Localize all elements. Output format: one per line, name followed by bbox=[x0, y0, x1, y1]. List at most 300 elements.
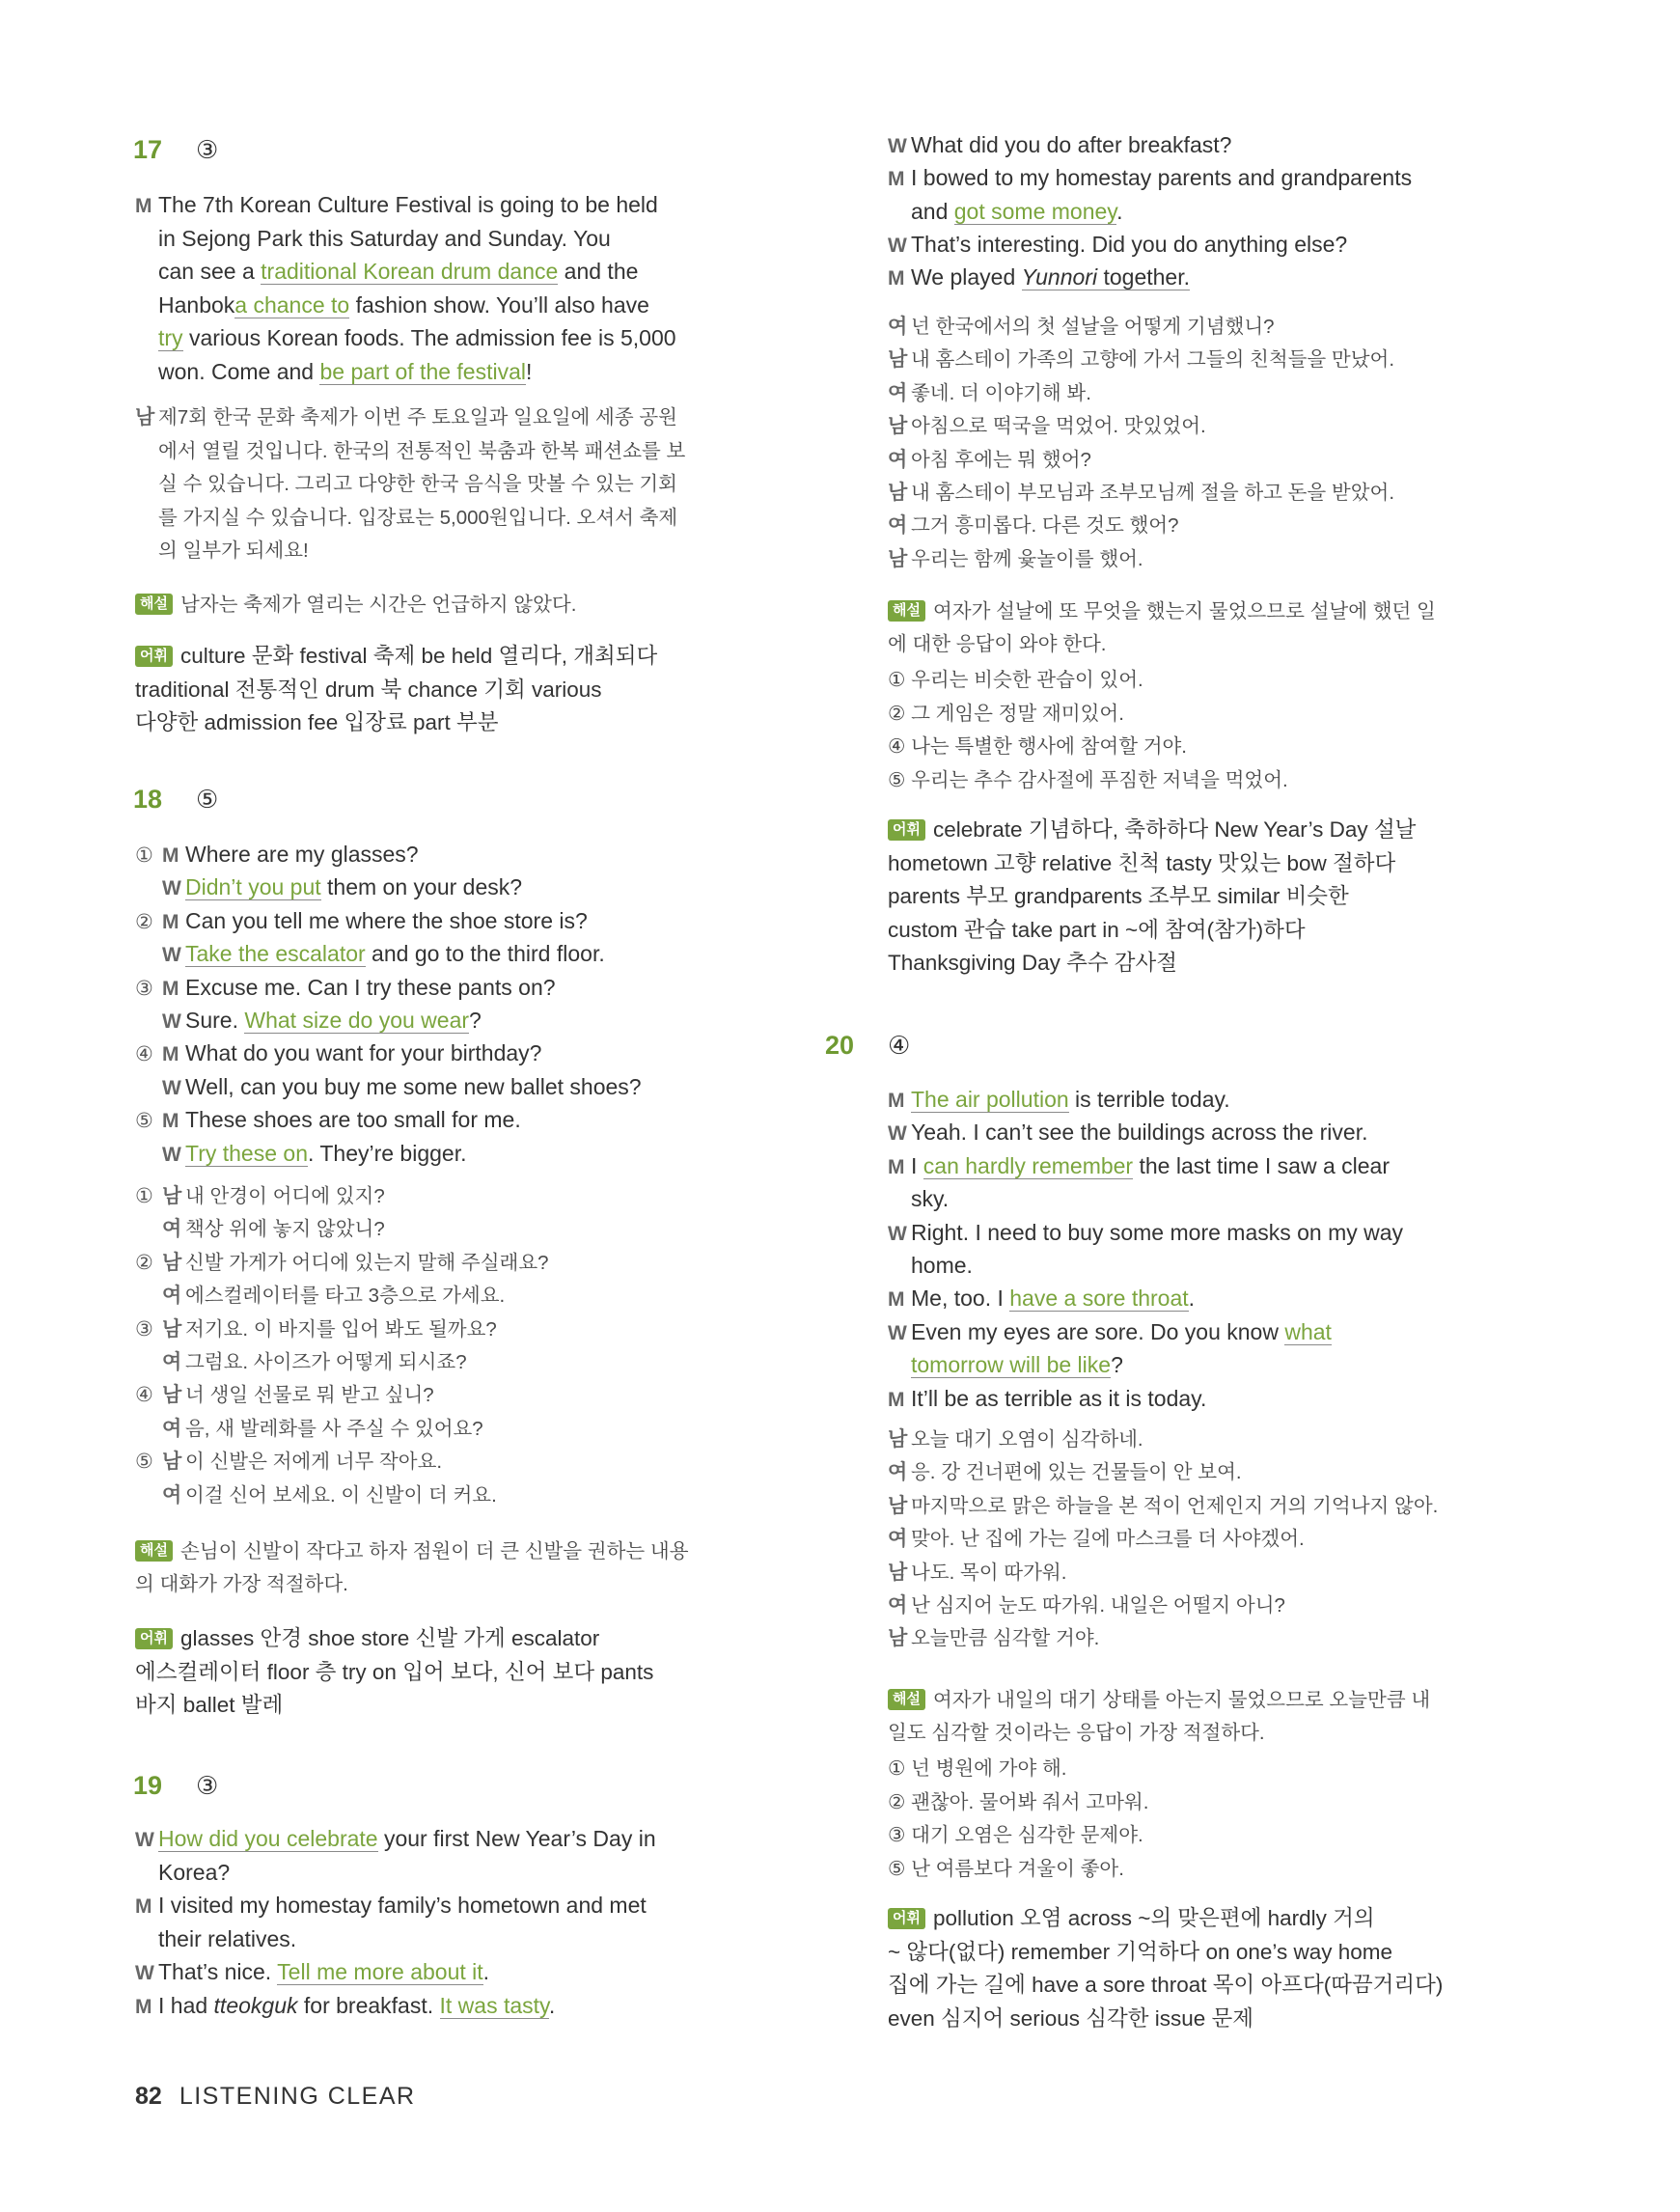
blank-answer: Tell me more about it bbox=[277, 1959, 483, 1984]
option-text: ⑤ 우리는 추수 감사절에 푸짐한 저녁을 먹었어. bbox=[888, 768, 1288, 791]
line-text: . bbox=[548, 1992, 556, 2018]
line-text: 아침 후에는 뭐 했어? bbox=[911, 448, 1091, 471]
vocabulary-text: 다양한 admission fee 입장료 part 부분 bbox=[135, 710, 499, 734]
explanation bbox=[135, 589, 576, 622]
line-text: Yeah. I can’t see the buildings across the river. bbox=[911, 1120, 1368, 1146]
speaker-label: 남 bbox=[888, 415, 908, 438]
translation-line bbox=[135, 1213, 385, 1246]
option bbox=[888, 1819, 1143, 1852]
speaker-label: M bbox=[135, 1995, 152, 2018]
speaker-label: W bbox=[162, 1010, 181, 1033]
option-text: ⑤ 난 여름보다 겨울이 좋아. bbox=[888, 1857, 1124, 1880]
explanation-text: 손님이 신발이 작다고 하자 점원이 더 큰 신발을 권하는 내용 bbox=[179, 1540, 689, 1562]
line-text: Where are my glasses? bbox=[185, 842, 419, 867]
choice-number: ① bbox=[135, 1185, 153, 1207]
explanation-text: 여자가 설날에 또 무엇을 했는지 물었으므로 설날에 했던 일 bbox=[932, 600, 1436, 622]
translation-line bbox=[888, 377, 1091, 410]
speaker-label: 남 bbox=[888, 482, 908, 504]
line-text: them on your desk? bbox=[320, 874, 523, 900]
option bbox=[888, 1786, 1148, 1819]
dialogue-line bbox=[135, 1137, 467, 1172]
translation-line bbox=[135, 1479, 497, 1512]
line-text: and bbox=[911, 198, 954, 224]
dialogue-line bbox=[135, 188, 658, 223]
speaker-label: 여 bbox=[888, 1461, 908, 1484]
vocabulary bbox=[135, 706, 498, 739]
dialogue-line bbox=[135, 971, 556, 1006]
line-text: won. Come and bbox=[158, 358, 320, 384]
speaker-label: M bbox=[888, 267, 905, 290]
dialogue-line bbox=[888, 1282, 1195, 1316]
line-text: Right. I need to buy some more masks on my way bbox=[911, 1219, 1404, 1245]
translation-line bbox=[135, 1446, 442, 1479]
italic-text: tteokguk bbox=[213, 1992, 298, 2018]
speaker-label: M bbox=[888, 1090, 905, 1112]
dialogue-line bbox=[888, 195, 1122, 228]
speaker-label: 남 bbox=[888, 1494, 908, 1517]
line-text: That’s nice. bbox=[158, 1959, 278, 1984]
choice-number: ① bbox=[135, 844, 153, 867]
dialogue-line bbox=[888, 1116, 1368, 1150]
line-text: and the bbox=[558, 259, 639, 284]
line-text: 그거 흥미롭다. 다른 것도 했어? bbox=[911, 514, 1179, 538]
line-text: ? bbox=[1111, 1352, 1123, 1378]
speaker-label: M bbox=[888, 168, 905, 191]
speaker-label: W bbox=[162, 944, 181, 967]
page-footer bbox=[135, 2083, 416, 2111]
question-header bbox=[133, 135, 218, 165]
italic-text: Yunnori bbox=[1021, 264, 1098, 290]
line-text: Hanbok bbox=[158, 291, 235, 318]
dialogue-line bbox=[888, 1083, 1230, 1118]
line-text: . bbox=[1116, 198, 1123, 224]
blank-answer: tomorrow will be like bbox=[911, 1352, 1112, 1378]
explanation-text: 에 대한 응답이 와야 한다. bbox=[888, 633, 1107, 655]
speaker-label: 여 bbox=[888, 316, 908, 338]
dialogue-line bbox=[135, 355, 532, 388]
line-text: . bbox=[1188, 1286, 1196, 1312]
blank-answer: It was tasty bbox=[439, 1992, 549, 2018]
translation-line bbox=[888, 311, 1275, 344]
line-text: 내 안경이 어디에 있지? bbox=[185, 1185, 385, 1207]
vocabulary bbox=[135, 640, 657, 673]
line-text: sky. bbox=[911, 1186, 950, 1212]
answer-mark: ④ bbox=[888, 1031, 911, 1060]
dialogue-line bbox=[135, 1955, 489, 1990]
blank-answer: What size do you wear bbox=[244, 1008, 470, 1033]
line-text: their relatives. bbox=[158, 1925, 297, 1951]
line-text: 아침으로 떡국을 먹었어. 맛있었어. bbox=[911, 415, 1206, 438]
dialogue-line bbox=[135, 255, 638, 288]
choice-number: ③ bbox=[135, 977, 153, 1000]
blank-answer: The air pollution bbox=[911, 1087, 1069, 1112]
speaker-label: 남 bbox=[162, 1185, 182, 1207]
choice-number: ② bbox=[135, 910, 153, 933]
line-text: 우리는 함께 윷놀이를 했어. bbox=[911, 547, 1143, 570]
vocabulary-text: glasses 안경 shoe store 신발 가게 escalator bbox=[179, 1626, 600, 1650]
speaker-label: M bbox=[888, 1155, 905, 1178]
translation-line bbox=[135, 468, 677, 501]
dialogue-line bbox=[135, 1989, 555, 2024]
dialogue-line bbox=[135, 222, 611, 255]
translation-line bbox=[888, 1590, 1285, 1622]
line-text: 좋네. 더 이야기해 봐. bbox=[911, 381, 1091, 404]
vocabulary bbox=[135, 674, 602, 706]
blank-answer: a chance to bbox=[234, 291, 350, 318]
translation-line bbox=[888, 410, 1206, 443]
line-text: Me, too. I bbox=[911, 1286, 1010, 1312]
line-text: 에스컬레이터를 타고 3층으로 가세요. bbox=[185, 1285, 506, 1308]
vocabulary bbox=[888, 847, 1395, 880]
speaker-label: M bbox=[135, 1895, 152, 1918]
line-text: 오늘 대기 오염이 심각하네. bbox=[911, 1428, 1143, 1451]
option-text: ③ 대기 오염은 심각한 문제야. bbox=[888, 1824, 1143, 1846]
translation-line bbox=[135, 502, 677, 535]
explanation-badge: 해설 bbox=[135, 594, 173, 615]
line-text: 그럼요. 사이즈가 어떻게 되시죠? bbox=[185, 1351, 467, 1373]
speaker-label: M bbox=[888, 1288, 905, 1312]
translation-line bbox=[135, 1346, 467, 1379]
speaker-label: M bbox=[888, 1388, 905, 1411]
vocabulary-text: custom 관습 take part in ~에 참여(참가)하다 bbox=[888, 917, 1306, 942]
option-text: ② 괜찮아. 물어봐 줘서 고마워. bbox=[888, 1790, 1149, 1813]
line-text: 맞아. 난 집에 가는 길에 마스크를 더 사야겠어. bbox=[911, 1528, 1305, 1551]
speaker-label: 여 bbox=[888, 448, 908, 471]
line-text: 이걸 신어 보세요. 이 신발이 더 커요. bbox=[185, 1483, 497, 1507]
option bbox=[888, 764, 1288, 797]
speaker-label: 여 bbox=[162, 1218, 182, 1241]
translation-line bbox=[888, 1456, 1242, 1489]
line-text: home. bbox=[911, 1253, 973, 1278]
blank-answer: can hardly remember bbox=[923, 1152, 1134, 1178]
vocabulary-text: 바지 ballet 발레 bbox=[135, 1693, 284, 1717]
line-text: That’s interesting. Did you do anything else? bbox=[911, 231, 1348, 257]
dialogue-line bbox=[135, 1922, 296, 1955]
dialogue-line bbox=[888, 161, 1412, 196]
choice-number: ⑤ bbox=[135, 1451, 153, 1474]
blank-answer: got some money bbox=[953, 198, 1117, 224]
dialogue-line bbox=[135, 1070, 642, 1105]
dialogue-line bbox=[135, 1889, 647, 1923]
explanation-text: 여자가 내일의 대기 상태를 아는지 물었으므로 오늘만큼 내 bbox=[932, 1689, 1431, 1711]
blank-answer: Didn’t you put bbox=[185, 874, 321, 900]
explanation-badge: 해설 bbox=[135, 1540, 173, 1562]
choice-number: ③ bbox=[135, 1317, 153, 1341]
translation-line bbox=[135, 1180, 385, 1213]
translation-line bbox=[135, 435, 685, 468]
speaker-label: 남 bbox=[888, 1627, 908, 1650]
explanation-badge: 해설 bbox=[888, 1689, 925, 1710]
choice-number: ⑤ bbox=[135, 1110, 153, 1133]
translation-line bbox=[888, 1622, 1099, 1655]
line-text: . They’re bigger. bbox=[307, 1140, 467, 1166]
dialogue-line bbox=[135, 1037, 541, 1071]
line-text: 신발 가게가 어디에 있는지 말해 주실래요? bbox=[185, 1251, 549, 1274]
line-text: 이 신발은 저에게 너무 작아요. bbox=[185, 1451, 443, 1474]
page-number: 82 bbox=[135, 2083, 162, 2110]
vocabulary bbox=[888, 1902, 1375, 1935]
answer-mark: ③ bbox=[196, 135, 219, 164]
dialogue-line bbox=[888, 128, 1231, 163]
vocabulary-text: traditional 전통적인 drum 북 chance 기회 various bbox=[135, 677, 602, 702]
dialogue-line bbox=[135, 937, 605, 972]
speaker-label: 여 bbox=[162, 1483, 182, 1507]
dialogue-line bbox=[888, 1315, 1332, 1350]
line-text: Sure. bbox=[185, 1008, 245, 1033]
line-text: 음, 새 발레화를 사 주실 수 있어요? bbox=[185, 1417, 483, 1440]
line-text: fashion show. You’ll also have bbox=[349, 291, 649, 318]
vocab-badge: 어휘 bbox=[135, 646, 173, 667]
translation-line bbox=[135, 401, 677, 434]
line-text: What did you do after breakfast? bbox=[911, 132, 1232, 157]
line-text: 응. 강 건너편에 있는 건물들이 안 보여. bbox=[911, 1461, 1242, 1484]
translation-line bbox=[135, 1280, 505, 1313]
question-number: 17 bbox=[133, 135, 163, 164]
speaker-label: 여 bbox=[888, 381, 908, 404]
line-text: Can you tell me where the shoe store is? bbox=[185, 907, 588, 933]
translation-line bbox=[888, 1490, 1438, 1523]
speaker-label: 남 bbox=[135, 406, 155, 429]
dialogue-line bbox=[135, 838, 419, 872]
vocabulary-text: Thanksgiving Day 추수 감사절 bbox=[888, 951, 1178, 975]
dialogue-line bbox=[135, 1822, 656, 1857]
line-text: . bbox=[482, 1959, 490, 1984]
speaker-label: 여 bbox=[162, 1417, 182, 1440]
line-text: 저기요. 이 바지를 입어 봐도 될까요? bbox=[185, 1317, 497, 1341]
translation-line bbox=[135, 1247, 549, 1280]
line-text: ? bbox=[469, 1008, 482, 1033]
dialogue-line bbox=[888, 228, 1347, 263]
vocabulary-text: celebrate 기념하다, 축하하다 New Year’s Day 설날 bbox=[932, 817, 1417, 842]
speaker-label: 여 bbox=[162, 1285, 182, 1308]
explanation-text: 의 대화가 가장 적절하다. bbox=[135, 1573, 348, 1595]
dialogue-line bbox=[888, 261, 1190, 295]
speaker-label: W bbox=[888, 1321, 907, 1344]
line-text: I bowed to my homestay parents and grandparents bbox=[911, 165, 1413, 191]
dialogue-line bbox=[888, 1149, 1390, 1184]
line-text: It’ll be as terrible as it is today. bbox=[911, 1385, 1207, 1411]
blank-answer: Try these on bbox=[185, 1140, 308, 1166]
line-text: 너 생일 선물로 뭐 받고 싶니? bbox=[185, 1384, 434, 1407]
option bbox=[888, 698, 1124, 731]
vocabulary-text: 집에 가는 길에 have a sore throat 목이 아프다(따끔거리다) bbox=[888, 1973, 1444, 1997]
vocabulary bbox=[888, 1936, 1392, 1969]
vocabulary-text: 에스컬레이터 floor 층 try on 입어 보다, 신어 보다 pants bbox=[135, 1659, 654, 1684]
dialogue-line bbox=[888, 1382, 1206, 1417]
blank-answer: Take the escalator bbox=[185, 941, 366, 967]
vocabulary bbox=[888, 880, 1349, 913]
option bbox=[888, 1853, 1124, 1886]
translation-line bbox=[888, 477, 1394, 510]
vocab-badge: 어휘 bbox=[888, 819, 925, 841]
translation-line bbox=[888, 1424, 1143, 1456]
explanation bbox=[135, 1535, 689, 1568]
explanation-text: 남자는 축제가 열리는 시간은 언급하지 않았다. bbox=[179, 594, 577, 616]
speaker-label: W bbox=[888, 1222, 907, 1245]
line-text: Well, can you buy me some new ballet shoes? bbox=[185, 1073, 642, 1099]
translation-line bbox=[135, 1379, 434, 1412]
speaker-label: 남 bbox=[162, 1317, 182, 1341]
question-header bbox=[133, 1771, 218, 1801]
line-text: for breakfast. bbox=[297, 1992, 440, 2018]
speaker-label: W bbox=[162, 1143, 181, 1166]
vocab-badge: 어휘 bbox=[135, 1628, 173, 1649]
question-number: 18 bbox=[133, 785, 163, 814]
vocabulary bbox=[135, 1656, 653, 1689]
dialogue-line bbox=[888, 1182, 949, 1215]
line-text: the last time I saw a clear bbox=[1133, 1152, 1390, 1178]
explanation bbox=[888, 595, 1436, 628]
line-text: 의 일부가 되세요! bbox=[158, 539, 309, 562]
line-text: 를 가지실 수 있습니다. 입장료는 5,000원입니다. 오셔서 축제 bbox=[158, 506, 678, 529]
answer-mark: ⑤ bbox=[196, 785, 219, 814]
option-text: ④ 나는 특별한 행사에 참여할 거야. bbox=[888, 735, 1187, 758]
vocabulary-text: pollution 오염 across ~의 맞은편에 hardly 거의 bbox=[932, 1906, 1375, 1930]
line-text: 넌 한국에서의 첫 설날을 어떻게 기념했니? bbox=[911, 316, 1275, 338]
speaker-label: W bbox=[135, 1829, 154, 1851]
vocabulary bbox=[888, 947, 1177, 980]
explanation-badge: 해설 bbox=[888, 600, 925, 622]
speaker-label: M bbox=[162, 1110, 179, 1133]
speaker-label: W bbox=[162, 1076, 181, 1099]
line-text: 실 수 있습니다. 그리고 다양한 한국 음식을 맛볼 수 있는 기회 bbox=[158, 473, 677, 495]
line-text: Korea? bbox=[158, 1859, 231, 1885]
line-text: I bbox=[911, 1152, 923, 1178]
vocabulary bbox=[888, 914, 1306, 947]
translation-line bbox=[888, 510, 1179, 542]
question-header bbox=[825, 1031, 910, 1061]
blank-answer: How did you celebrate bbox=[158, 1826, 378, 1851]
vocabulary-text: parents 부모 grandparents 조부모 similar 비슷한 bbox=[888, 884, 1349, 908]
blank-answer: have a sore throat bbox=[1009, 1286, 1189, 1312]
dialogue-line bbox=[135, 871, 522, 905]
option bbox=[888, 1753, 1066, 1785]
explanation bbox=[135, 1568, 348, 1601]
line-text: is terrible today. bbox=[1068, 1087, 1230, 1112]
explanation bbox=[888, 1717, 1265, 1750]
speaker-label: 여 bbox=[888, 514, 908, 538]
vocabulary bbox=[888, 1969, 1443, 2002]
speaker-label: 여 bbox=[162, 1351, 182, 1373]
speaker-label: 남 bbox=[888, 1428, 908, 1451]
translation-line bbox=[888, 344, 1394, 376]
line-text: I visited my homestay family’s hometown and met bbox=[158, 1893, 647, 1918]
line-text: 에서 열릴 것입니다. 한국의 전통적인 북춤과 한복 패션쇼를 보 bbox=[158, 439, 686, 462]
question-number: 19 bbox=[133, 1771, 163, 1800]
speaker-label: W bbox=[162, 877, 181, 900]
option-text: ② 그 게임은 정말 재미있어. bbox=[888, 702, 1124, 725]
question-number: 20 bbox=[825, 1031, 855, 1060]
vocabulary bbox=[888, 2003, 1253, 2035]
line-text: various Korean foods. The admission fee is 5,000 bbox=[182, 325, 676, 350]
speaker-label: M bbox=[135, 195, 152, 217]
blank-answer: what bbox=[1284, 1318, 1332, 1344]
speaker-label: M bbox=[162, 844, 179, 867]
speaker-label: M bbox=[162, 910, 179, 933]
dialogue-line bbox=[888, 1348, 1123, 1381]
speaker-label: 남 bbox=[162, 1384, 182, 1407]
dialogue-line bbox=[135, 1103, 521, 1138]
speaker-label: 남 bbox=[162, 1251, 182, 1274]
line-text: can see a bbox=[158, 259, 262, 284]
dialogue-line bbox=[888, 1249, 973, 1282]
vocabulary-text: hometown 고향 relative 친척 tasty 맛있는 bow 절하다 bbox=[888, 850, 1396, 875]
option-text: ① 넌 병원에 가야 해. bbox=[888, 1757, 1067, 1780]
line-text: in Sejong Park this Saturday and Sunday. You bbox=[158, 225, 611, 251]
line-text: 제7회 한국 문화 축제가 이번 주 토요일과 일요일에 세종 공원 bbox=[158, 406, 677, 429]
line-text: Even my eyes are sore. Do you know bbox=[911, 1318, 1285, 1344]
speaker-label: M bbox=[162, 977, 179, 1000]
vocabulary-text: ~ 않다(없다) remember 기억하다 on one’s way home bbox=[888, 1939, 1392, 1964]
choice-number: ② bbox=[135, 1251, 153, 1274]
line-text: and go to the third floor. bbox=[365, 941, 605, 967]
translation-line bbox=[135, 535, 309, 567]
choice-number: ④ bbox=[135, 1384, 153, 1407]
line-text: 마지막으로 맑은 하늘을 본 적이 언제인지 거의 기억나지 않아. bbox=[911, 1494, 1439, 1517]
vocabulary bbox=[135, 1622, 599, 1655]
line-text: We played bbox=[911, 264, 1022, 290]
translation-line bbox=[135, 1413, 483, 1446]
vocabulary-text: even 심지어 serious 심각한 issue 문제 bbox=[888, 2005, 1253, 2031]
dialogue-line bbox=[888, 1216, 1403, 1251]
line-text: What do you want for your birthday? bbox=[185, 1040, 542, 1066]
line-text: 내 홈스테이 가족의 고향에 가서 그들의 친척들을 만났어. bbox=[911, 348, 1395, 372]
option-text: ① 우리는 비슷한 관습이 있어. bbox=[888, 669, 1143, 691]
line-text: your first New Year’s Day in bbox=[377, 1826, 656, 1851]
line-text: together. bbox=[1097, 264, 1190, 290]
translation-line bbox=[888, 543, 1143, 576]
speaker-label: 남 bbox=[888, 348, 908, 372]
speaker-label: 남 bbox=[888, 1561, 908, 1584]
dialogue-line bbox=[135, 289, 649, 321]
blank-answer: be part of the festival bbox=[319, 358, 526, 384]
blank-answer: try bbox=[158, 325, 183, 350]
option bbox=[888, 664, 1143, 697]
line-text: The 7th Korean Culture Festival is going to be held bbox=[158, 192, 658, 217]
line-text: Excuse me. Can I try these pants on? bbox=[185, 974, 556, 1000]
speaker-label: M bbox=[162, 1043, 179, 1066]
line-text: 오늘만큼 심각할 거야. bbox=[911, 1627, 1100, 1650]
explanation bbox=[888, 1684, 1430, 1717]
line-text: 나도. 목이 따가워. bbox=[911, 1561, 1067, 1584]
line-text: 난 심지어 눈도 따가워. 내일은 어떨지 아니? bbox=[911, 1594, 1285, 1617]
question-header bbox=[133, 785, 218, 815]
line-text: 책상 위에 놓지 않았니? bbox=[185, 1218, 385, 1241]
line-text: These shoes are too small for me. bbox=[185, 1107, 521, 1133]
answer-mark: ③ bbox=[196, 1771, 219, 1800]
translation-line bbox=[888, 1523, 1305, 1556]
speaker-label: 여 bbox=[888, 1528, 908, 1551]
speaker-label: W bbox=[888, 234, 907, 257]
vocabulary bbox=[888, 814, 1416, 846]
option bbox=[888, 731, 1187, 763]
speaker-label: W bbox=[888, 135, 907, 157]
line-text: I had bbox=[158, 1992, 214, 2018]
translation-line bbox=[135, 1313, 497, 1346]
speaker-label: 남 bbox=[888, 547, 908, 570]
dialogue-line bbox=[135, 904, 588, 939]
speaker-label: 여 bbox=[888, 1594, 908, 1617]
choice-number: ④ bbox=[135, 1043, 153, 1066]
dialogue-line bbox=[135, 321, 676, 354]
book-title: LISTENING CLEAR bbox=[179, 2083, 416, 2110]
vocabulary-text: culture 문화 festival 축제 be held 열리다, 개최되다 bbox=[179, 644, 658, 668]
line-text: 내 홈스테이 부모님과 조부모님께 절을 하고 돈을 받았어. bbox=[911, 482, 1395, 504]
speaker-label: 남 bbox=[162, 1451, 182, 1474]
line-text: ! bbox=[526, 358, 533, 384]
vocab-badge: 어휘 bbox=[888, 1908, 925, 1929]
speaker-label: W bbox=[135, 1962, 154, 1984]
